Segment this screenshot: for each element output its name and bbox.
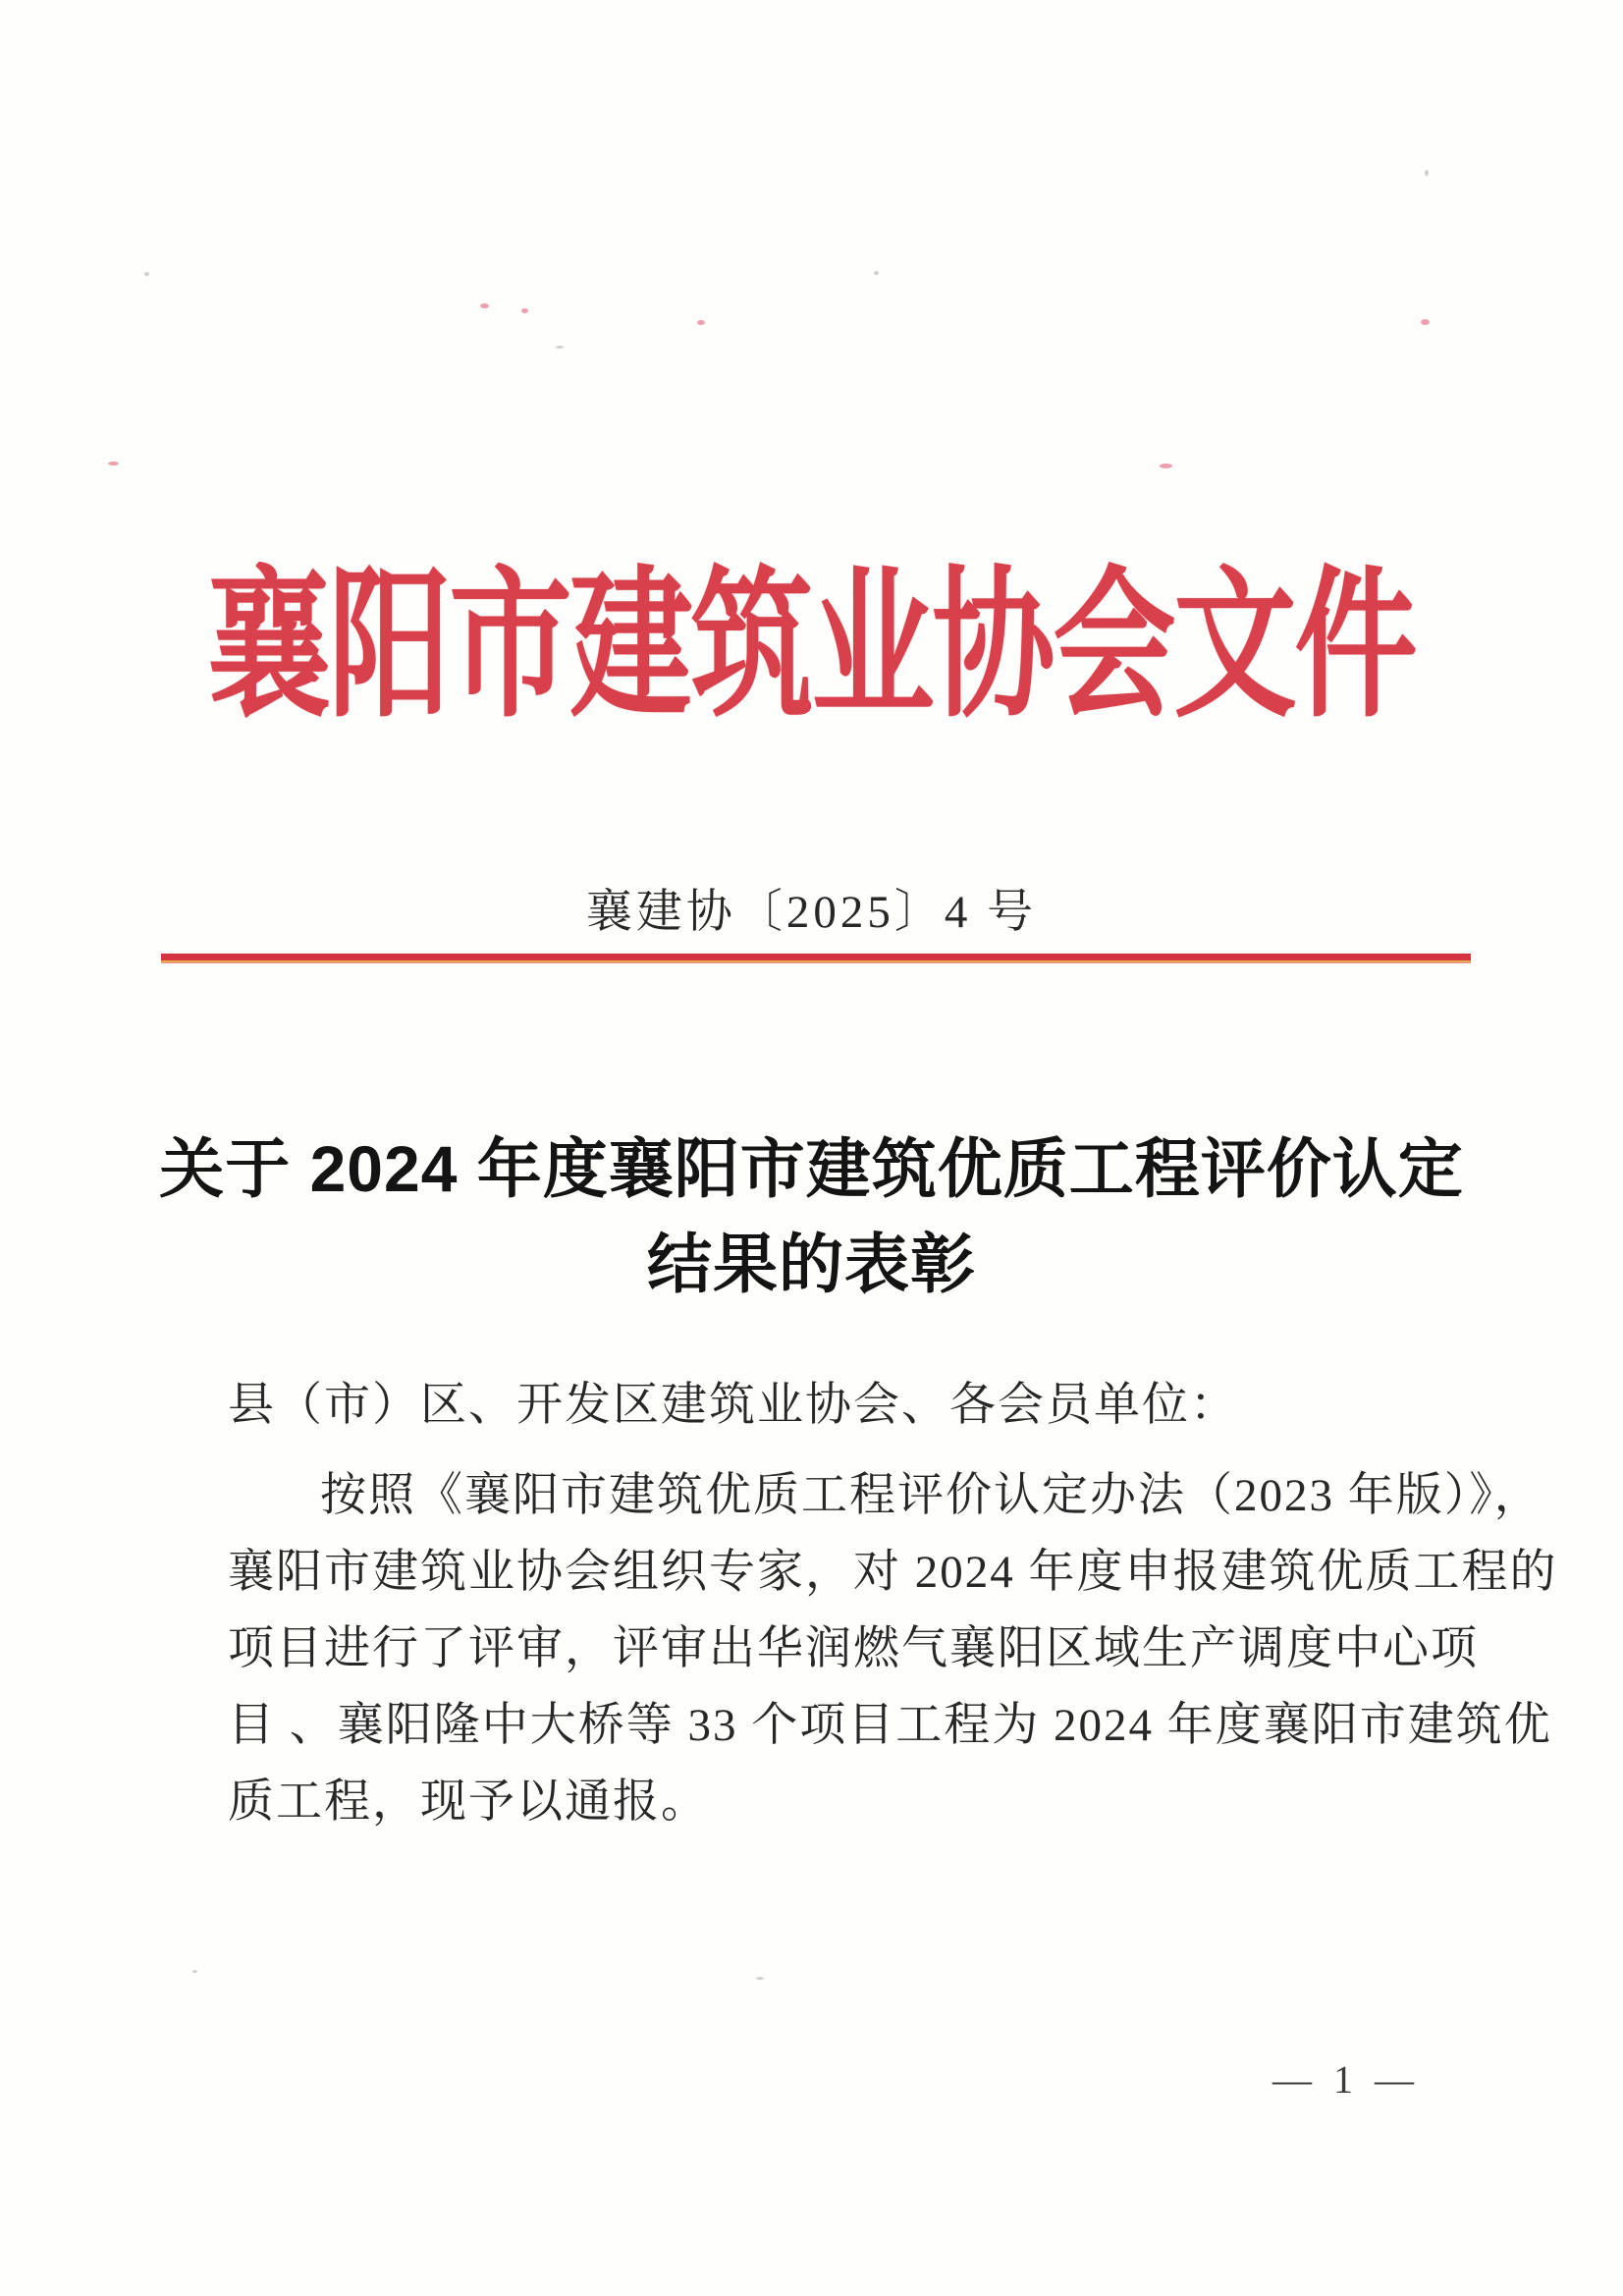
scan-speck — [521, 308, 528, 313]
scan-speck — [697, 320, 705, 325]
page-number: — 1 — — [1272, 2057, 1420, 2102]
body-text-line: 按照《襄阳市建筑优质工程评价认定办法（2023 年版）》， — [320, 1470, 1542, 1521]
scan-speck — [1425, 170, 1429, 176]
body-text-line: 质工程，现予以通报。 — [228, 1777, 709, 1828]
body-text-line: 项目进行了评审，评审出华润燃气襄阳区域生产调度中心项 — [228, 1623, 1479, 1674]
scan-speck — [144, 272, 149, 276]
document-title-line-2: 结果的表彰 — [647, 1228, 976, 1300]
body-text-line: 襄阳市建筑业协会组织专家，对 2024 年度申报建筑优质工程的 — [228, 1547, 1558, 1598]
salutation-line: 县（市）区、开发区建筑业协会、各会员单位： — [228, 1380, 1238, 1431]
red-masthead-title: 襄阳市建筑业协会文件 — [207, 558, 1416, 738]
scan-speck — [756, 1977, 764, 1980]
scan-speck — [556, 346, 564, 349]
scan-speck — [108, 462, 119, 465]
scan-speck — [1421, 319, 1430, 325]
scan-speck — [480, 303, 489, 308]
scan-speck — [192, 1970, 197, 1973]
body-text-line: 目 、襄阳隆中大桥等 33 个项目工程为 2024 年度襄阳市建筑优 — [228, 1700, 1552, 1751]
document-title-line-1: 关于 2024 年度襄阳市建筑优质工程评价认定 — [159, 1132, 1464, 1205]
scan-speck — [874, 271, 879, 275]
document-title — [0, 1121, 1623, 1312]
document-body — [228, 1367, 1558, 1840]
red-separator-rule — [161, 954, 1471, 962]
scan-speck — [1160, 464, 1172, 468]
document-number: 襄建协〔2025〕4 号 — [585, 887, 1038, 938]
